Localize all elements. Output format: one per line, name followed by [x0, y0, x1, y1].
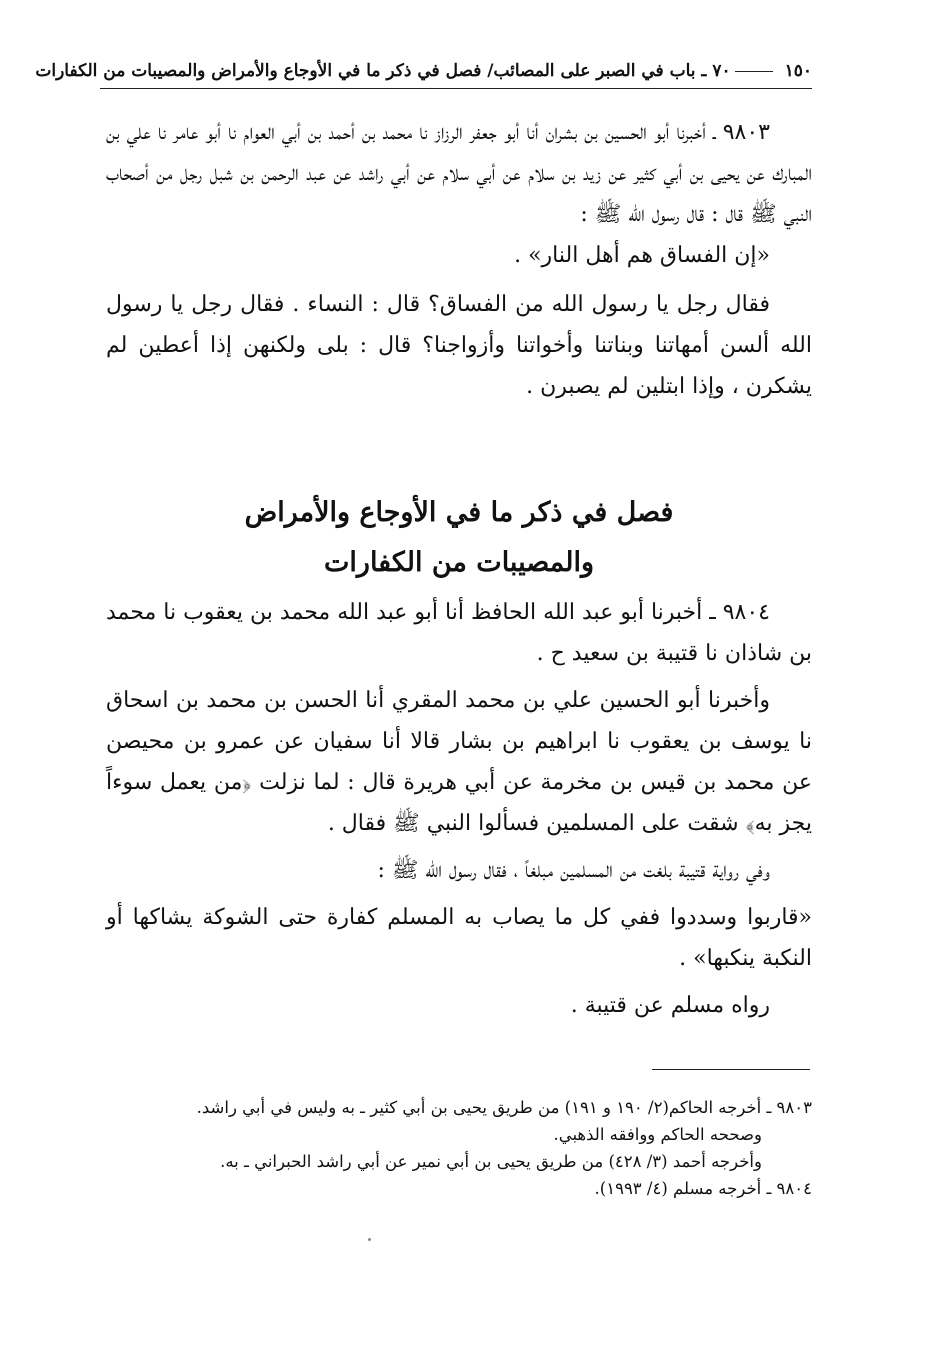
section-heading-line1: فصل في ذكر ما في الأوجاع والأمراض [244, 497, 674, 528]
footnote-separator [652, 1069, 810, 1070]
text-block-top [106, 112, 812, 407]
running-header [35, 58, 812, 89]
hadith-9804-matn: «قاربوا وسددوا ففي كل ما يصاب به المسلم كفارة حتى الشوكة يشاكها أو النكبة ينكبها» . [106, 905, 812, 971]
footnote-9803-note-2: وصححه الحاكم ووافقه الذهبي. [553, 1125, 762, 1144]
scan-speck [368, 1238, 371, 1241]
hadith-9803-continuation: فقال رجل يا رسول الله من الفساق؟ قال : النساء . فقال رجل يا رسول الله ألسن أمهاتنا وبناتنا وأخواتنا وأزواجنا؟ قال : بلى ولكنهن إذا أعطين لم يشكرن ، وإذا ابتلين لم يصبرن . [106, 292, 812, 399]
page-number: ١٥٠ [784, 61, 812, 81]
footnote-9803-note-3: وأخرجه أحمد (٣/ ٤٢٨) من طريق يحيى بن أبي نمير عن أبي راشد الحبراني ـ به. [220, 1152, 762, 1171]
header-dash [735, 71, 773, 72]
hadith-9803-matn: «إن الفساق هم أهل النار» . [514, 243, 770, 268]
hadith-9804-isnad-2: وأخبرنا أبو الحسين علي بن محمد المقري أنا الحسن بن محمد بن اسحاق نا يوسف بن يعقوب نا ابراهيم بن بشار قالا أنا سفيان عن عمرو بن محيصن عن محمد بن قيس بن مخرمة عن أبي هريرة قال : لما نزلت ﴿من يعمل سوءاً يجز به﴾ شقت على المسلمين فسألوا النبي ﷺ فقال . [106, 688, 812, 836]
hadith-9804-isnad-1: ٩٨٠٤ ـ أخبرنا أبو عبد الله الحافظ أنا أبو عبد الله محمد بن يعقوب نا محمد بن شاذان نا قتيبة بن سعيد ح . [106, 600, 812, 666]
section-heading-line2: والمصيبات من الكفارات [323, 547, 595, 578]
footnote-9803: ٩٨٠٣ ـ أخرجه الحاكم(٢/ ١٩٠ و ١٩١) من طريق يحيى بن أبي كثير ـ به وليس في أبي راشد. [196, 1098, 812, 1117]
footnotes [130, 1094, 812, 1202]
footnote-9804: ٩٨٠٤ ـ أخرجه مسلم (٤/ ١٩٩٣). [594, 1179, 812, 1198]
section-heading [106, 488, 812, 588]
hadith-9804-takhrij: رواه مسلم عن قتيبة . [570, 993, 770, 1018]
hadith-9804-riwaya: وفي رواية قتيبة بلغت من المسلمين مبلغاً ، فقال رسول الله ﷺ : [377, 858, 770, 883]
text-block-bottom [106, 592, 812, 1026]
hadith-9803-isnad: ٩٨٠٣ ـ أخبرنا أبو الحسين بن بشران أنا أبو جعفر الرزاز نا محمد بن أحمد بن أبي العوام نا أبو عامر نا علي بن المبارك عن يحيى بن أبي كثير عن زيد بن سلام عن أبي سلام عن أبي راشد عن عبد الرحمن بن شبل رجل من أصحاب النبي ﷺ قال : قال رسول الله ﷺ : [106, 120, 812, 227]
chapter-title: ٧٠ ـ باب في الصبر على المصائب/ فصل في ذكر ما في الأوجاع والأمراض والمصيبات من الكفارات [35, 61, 731, 81]
